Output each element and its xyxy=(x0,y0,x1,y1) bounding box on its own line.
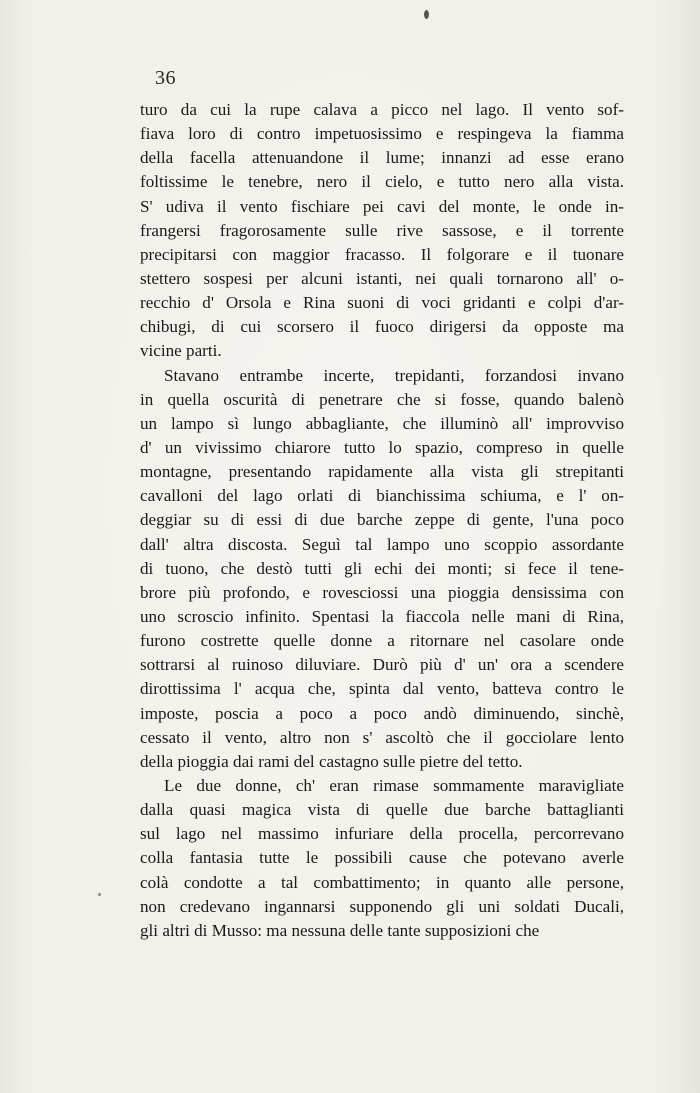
text-line: stettero sospesi per alcuni istanti, nei quali tornarono all' o- xyxy=(140,268,624,288)
text-line: colla fantasia tutte le possibili cause che potevano averle xyxy=(140,848,624,868)
text-line: S' udiva il vento fischiare pei cavi del monte, le onde in- xyxy=(140,196,624,216)
text-line: deggiar su di essi di due barche zeppe di gente, l'una poco xyxy=(140,510,624,530)
text-line: d' un vivissimo chiarore tutto lo spazio, compreso in quelle xyxy=(140,437,624,457)
text-line: recchio d' Orsola e Rina suoni di voci gridanti e colpi d'ar- xyxy=(140,293,624,313)
text-line: della pioggia dai rami del castagno sulle pietre del tetto. xyxy=(140,751,523,771)
text-line: un lampo sì lungo abbagliante, che illuminò all' improvviso xyxy=(140,413,624,433)
text-line: turo da cui la rupe calava a picco nel lago. Il vento sof- xyxy=(140,100,624,119)
text-line: della facella attenuandone il lume; innanzi ad esse erano xyxy=(140,148,624,168)
text-line: sottrarsi al ruinoso diluviare. Durò più d' un' ora a scendere xyxy=(140,655,624,675)
text-line: dirottissima l' acqua che, spinta dal vento, batteva contro le xyxy=(140,679,624,699)
text-line: colà condotte a tal combattimento; in quanto alle persone, xyxy=(140,872,624,892)
text-line: frangersi fragorosamente sulle rive sassose, e il torrente xyxy=(140,220,624,240)
body-text xyxy=(140,98,624,943)
text-line: vicine parti. xyxy=(140,341,222,361)
text-line: dalla quasi magica vista di quelle due barche battaglianti xyxy=(140,800,624,820)
text-line: in quella oscurità di penetrare che si fosse, quando balenò xyxy=(140,389,624,409)
text-line: imposte, poscia a poco a poco andò diminuendo, sinchè, xyxy=(140,703,624,723)
ink-speck xyxy=(98,893,101,896)
text-line: non credevano ingannarsi supponendo gli uni soldati Ducali, xyxy=(140,896,624,916)
text-line: dall' altra discosta. Seguì tal lampo uno scoppio assordante xyxy=(140,534,624,554)
page-number: 36 xyxy=(155,67,176,89)
text-line: Stavano entrambe incerte, trepidanti, forzandosi invano xyxy=(164,365,624,385)
text-line: cavalloni del lago orlati di bianchissima schiuma, e l' on- xyxy=(140,486,624,506)
text-line: uno scroscio infinito. Spentasi la fiaccola nelle mani di Rina, xyxy=(140,606,624,626)
left-edge-shadow xyxy=(0,0,30,1093)
text-line: furono costrette quelle donne a ritornare nel casolare onde xyxy=(140,631,624,651)
text-line: foltissime le tenebre, nero il cielo, e tutto nero alla vista. xyxy=(140,172,624,192)
text-line: precipitarsi con maggior fracasso. Il folgorare e il tuonare xyxy=(140,244,624,264)
text-line: sul lago nel massimo infuriare della procella, percorrevano xyxy=(140,824,624,844)
text-line: Le due donne, ch' eran rimase sommamente maravigliate xyxy=(164,775,624,795)
text-line: gli altri di Musso: ma nessuna delle tante supposizioni che xyxy=(140,920,540,940)
text-line: brore più profondo, e rovesciossi una pioggia densissima con xyxy=(140,582,624,602)
text-line: montagne, presentando rapidamente alla vista gli strepitanti xyxy=(140,462,624,482)
ink-speck xyxy=(424,10,429,19)
text-line: cessato il vento, altro non s' ascoltò che il gocciolare lento xyxy=(140,727,624,747)
text-line: fiava loro di contro impetuosissimo e respingeva la fiamma xyxy=(140,124,624,144)
text-line: di tuono, che destò tutti gli echi dei monti; si fece il tene- xyxy=(140,558,624,578)
right-edge-shadow xyxy=(660,0,700,1093)
text-line: chibugi, di cui scorsero il fuoco dirigersi da opposte ma xyxy=(140,317,624,337)
